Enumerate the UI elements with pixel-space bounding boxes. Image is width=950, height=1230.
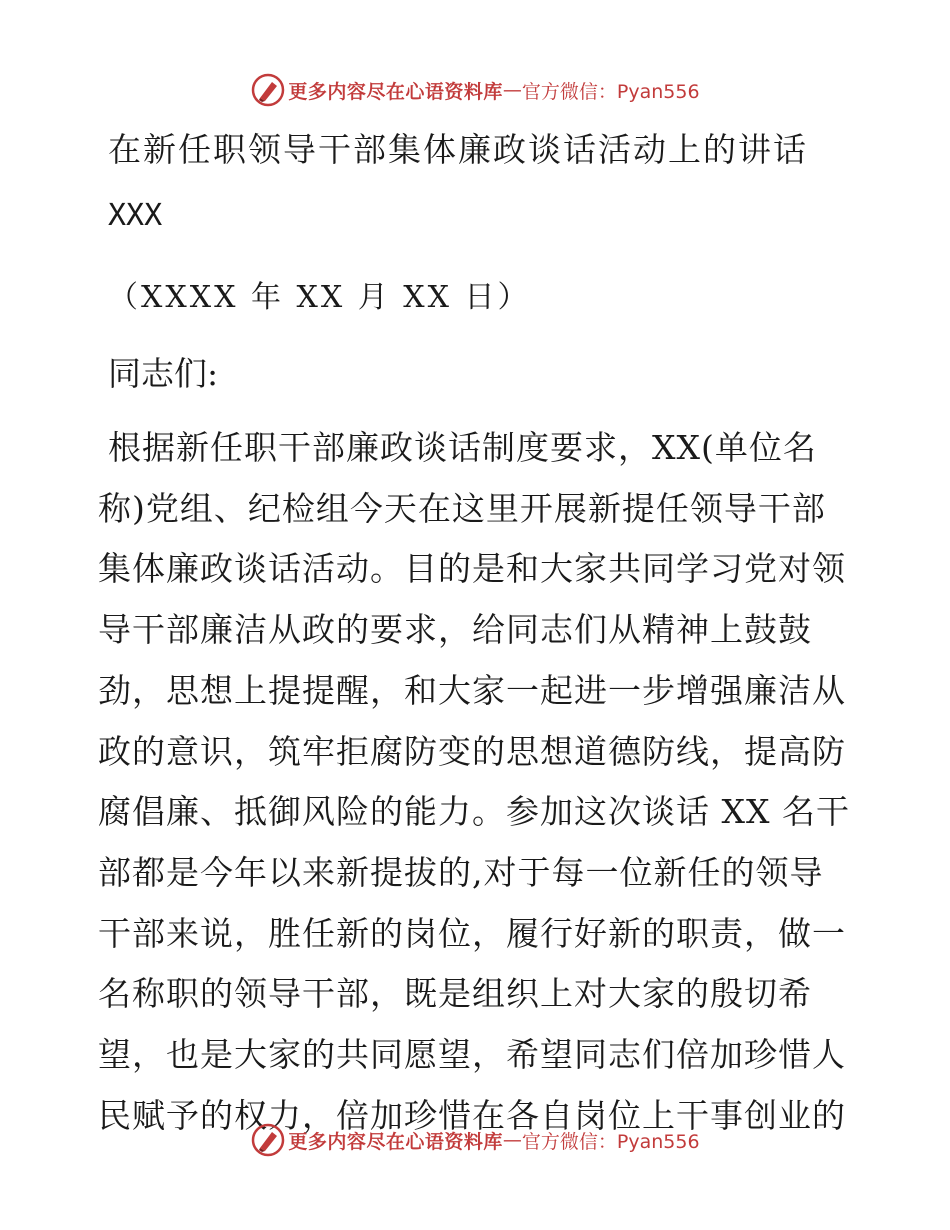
pen-logo-icon xyxy=(250,72,286,108)
pen-logo-icon xyxy=(250,1122,286,1158)
watermark-wechat-text: 官方微信：Pyan556 xyxy=(521,80,700,103)
document-body-text: 根据新任职干部廉政谈话制度要求，XX(单位名称)党组、纪检组今天在这里开展新提任领导干部集体廉政谈话活动。目的是和大家共同学习党对领导干部廉洁从政的要求，给同志们从精神上鼓鼓劲，思想上提提醒，和大家一起进一步增强廉洁从政的意识，筑牢拒腐防变的思想道德防线，提高防腐倡廉、抵御风险的能力。参加这次谈话 XX 名干部都是今年以来新提拔的,对于每一位新任的领导干部来说，胜任新的岗位，履行好新的职责，做一名称职的领导干部，既是组织上对大家的殷切希望，也是大家的共同愿望，希望同志们倍加珍惜人民赋予的权力，倍加珍惜在各自岗位上干事创业的 xyxy=(98,428,850,1135)
watermark-site-text: 更多内容尽在心语资料库 xyxy=(288,80,503,103)
document-body xyxy=(98,418,852,1146)
watermark-footer xyxy=(0,1120,950,1160)
document-title: 在新任职领导干部集体廉政谈话活动上的讲话 xyxy=(108,130,808,169)
document-author: XXX xyxy=(108,198,163,233)
watermark-header xyxy=(0,70,950,110)
watermark-site-text: 更多内容尽在心语资料库 xyxy=(288,1130,503,1153)
watermark-wechat-text: 官方微信：Pyan556 xyxy=(521,1130,700,1153)
document-date: （XXXX 年 XX 月 XX 日） xyxy=(108,280,531,315)
watermark-separator: — xyxy=(502,1129,522,1151)
document-salutation: 同志们: xyxy=(108,354,219,393)
watermark-separator: — xyxy=(502,79,522,101)
